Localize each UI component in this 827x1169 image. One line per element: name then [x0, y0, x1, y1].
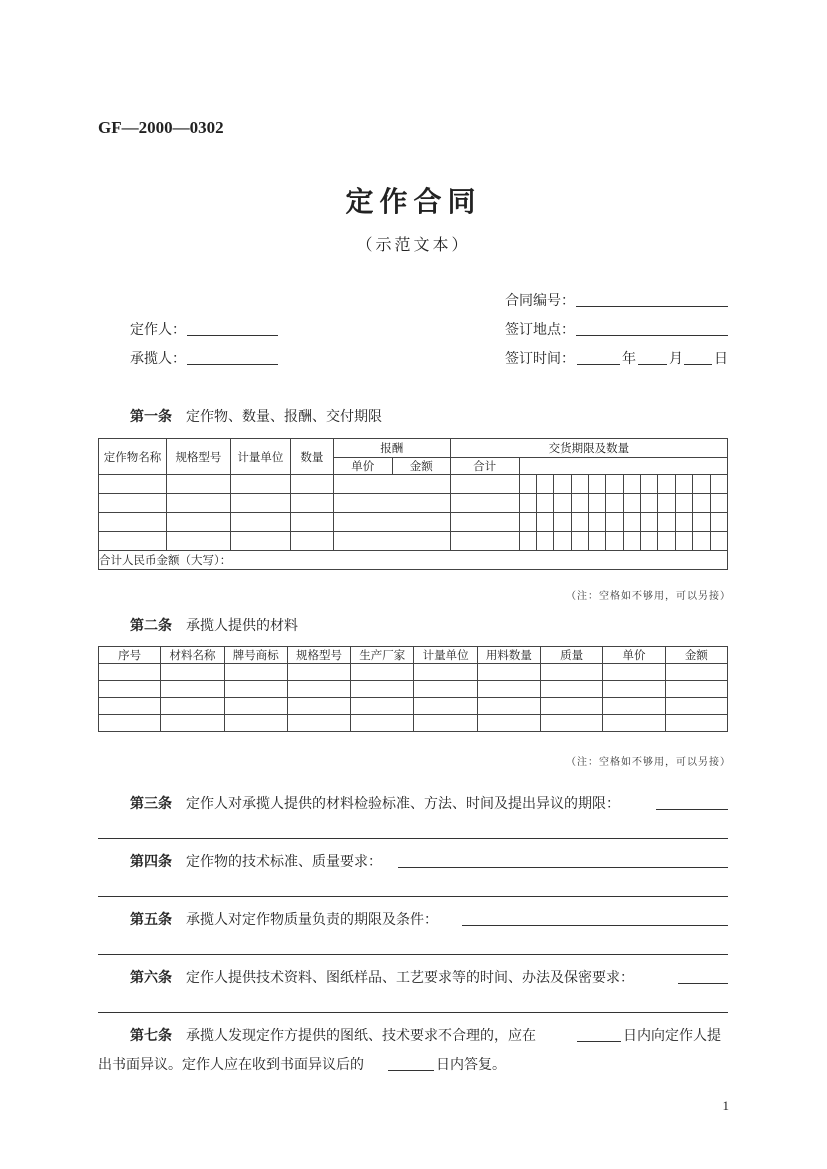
article-7-text-b: 日内向定作人提 — [623, 1028, 721, 1044]
orderer-label: 定作人： — [130, 322, 186, 338]
table-1-note: （注：空格如不够用，可以另接） — [566, 591, 731, 602]
header-unit-price: 单价 — [333, 458, 392, 475]
article-4-heading — [130, 851, 382, 871]
article-4-continuation-line[interactable] — [98, 896, 728, 897]
header-quantity: 数量 — [290, 439, 333, 475]
article-3-continuation-line[interactable] — [98, 838, 728, 839]
article-1-heading — [130, 406, 382, 426]
table-row — [99, 715, 728, 732]
article-6-number: 第六条 — [130, 970, 172, 986]
table-row — [99, 494, 728, 513]
contractor-label: 承揽人： — [130, 351, 186, 367]
materials-table — [98, 646, 728, 732]
article-4-number: 第四条 — [130, 854, 172, 870]
article-3-number: 第三条 — [130, 796, 172, 812]
month-label: 月 — [669, 351, 683, 367]
sign-day-field[interactable] — [684, 350, 712, 365]
sign-month-field[interactable] — [638, 350, 667, 365]
day-label: 日 — [714, 351, 728, 367]
article-7-days-field-2[interactable] — [388, 1056, 434, 1071]
header-serial-no: 序号 — [99, 647, 161, 664]
header-product-name: 定作物名称 — [99, 439, 167, 475]
contractor-field[interactable] — [187, 350, 278, 365]
article-7-days-field-1[interactable] — [577, 1027, 621, 1042]
total-amount-row[interactable]: 合计人民币金额（大写）： — [99, 551, 728, 570]
article-5-number: 第五条 — [130, 912, 172, 928]
header-usage-qty: 用料数量 — [477, 647, 540, 664]
article-2-text: 承揽人提供的材料 — [186, 618, 298, 634]
header-measure-unit: 计量单位 — [414, 647, 477, 664]
article-7-number: 第七条 — [130, 1028, 172, 1044]
article-6-field[interactable] — [678, 969, 728, 984]
sign-year-field[interactable] — [577, 350, 620, 365]
article-6-text: 定作人提供技术资料、图纸样品、工艺要求等的时间、办法及保密要求： — [186, 970, 634, 986]
article-3-text: 定作人对承揽人提供的材料检验标准、方法、时间及提出异议的期限： — [186, 796, 620, 812]
table-row — [99, 664, 728, 681]
header-quality: 质量 — [541, 647, 603, 664]
header-amount: 金额 — [392, 458, 450, 475]
article-1-text: 定作物、数量、报酬、交付期限 — [186, 409, 382, 425]
page-number: 1 — [722, 1098, 729, 1113]
table-row — [99, 475, 728, 494]
document-subtitle: （示范文本） — [356, 235, 471, 254]
orderer-field[interactable] — [187, 321, 278, 336]
header-brand: 牌号商标 — [224, 647, 287, 664]
product-table — [98, 438, 728, 570]
document-title: 定作合同 — [345, 185, 482, 218]
article-5-field[interactable] — [462, 911, 728, 926]
header-manufacturer: 生产厂家 — [351, 647, 414, 664]
article-4-field[interactable] — [398, 853, 728, 868]
table-row — [99, 532, 728, 551]
table-row — [99, 698, 728, 715]
header-unit: 计量单位 — [230, 439, 290, 475]
contract-no-field[interactable] — [576, 292, 728, 307]
article-2-number: 第二条 — [130, 618, 172, 634]
article-1-number: 第一条 — [130, 409, 172, 425]
table-row — [99, 681, 728, 698]
article-6-continuation-line[interactable] — [98, 1012, 728, 1013]
sign-place-label: 签订地点： — [505, 322, 575, 338]
header-delivery: 交货期限及数量 — [450, 439, 727, 458]
article-6-heading — [130, 967, 634, 987]
article-4-text: 定作物的技术标准、质量要求： — [186, 854, 382, 870]
header-spec: 规格型号 — [287, 647, 350, 664]
article-3-heading — [130, 793, 620, 813]
article-5-text: 承揽人对定作物质量负责的期限及条件： — [186, 912, 438, 928]
header-price: 单价 — [603, 647, 665, 664]
article-7-heading — [130, 1025, 536, 1045]
delivery-blank-header — [519, 458, 727, 475]
article-2-heading — [130, 615, 298, 635]
header-material-name: 材料名称 — [161, 647, 224, 664]
table-2-note: （注：空格如不够用，可以另接） — [566, 757, 731, 768]
article-5-heading — [130, 909, 438, 929]
header-spec-model: 规格型号 — [166, 439, 230, 475]
table-row — [99, 513, 728, 532]
year-label: 年 — [622, 351, 636, 367]
article-7-text-c: 出书面异议。定作人应在收到书面异议后的 — [98, 1057, 364, 1073]
header-total: 金额 — [665, 647, 727, 664]
article-5-continuation-line[interactable] — [98, 954, 728, 955]
document-code: GF—2000—0302 — [98, 118, 224, 137]
article-3-field[interactable] — [656, 795, 728, 810]
header-subtotal: 合计 — [450, 458, 519, 475]
article-7-text-a: 承揽人发现定作方提供的图纸、技术要求不合理的，应在 — [186, 1028, 536, 1044]
header-remuneration: 报酬 — [333, 439, 450, 458]
sign-place-field[interactable] — [576, 321, 728, 336]
sign-time-label: 签订时间： — [505, 351, 575, 367]
article-7-text-d: 日内答复。 — [436, 1057, 506, 1073]
contract-no-label: 合同编号： — [505, 293, 575, 309]
